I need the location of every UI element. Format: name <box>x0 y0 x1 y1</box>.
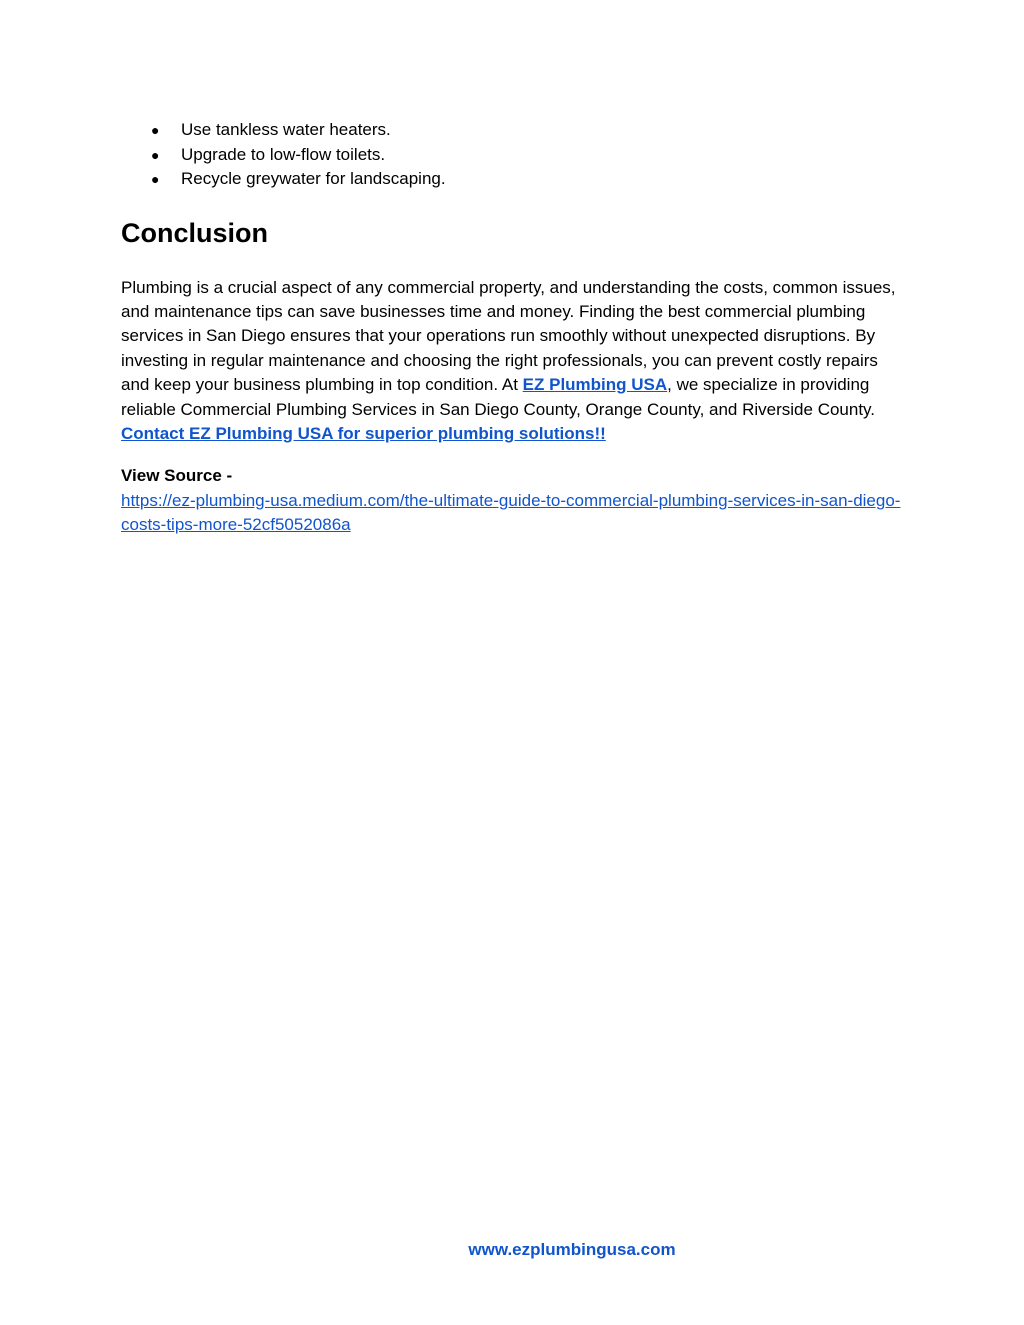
document-page <box>121 118 911 538</box>
bullet-list <box>121 118 911 192</box>
list-item <box>121 143 911 168</box>
list-item-text: Use tankless water heaters. <box>181 120 391 139</box>
list-item <box>121 118 911 143</box>
conclusion-paragraph <box>121 276 911 447</box>
conclusion-heading: Conclusion <box>121 217 268 248</box>
list-item-text: Recycle greywater for landscaping. <box>181 169 446 188</box>
bullet-icon: ● <box>151 122 160 138</box>
list-item-text: Upgrade to low-flow toilets. <box>181 144 386 164</box>
ez-plumbing-link[interactable]: EZ Plumbing USA <box>522 375 668 395</box>
bullet-icon: ● <box>151 146 160 163</box>
bullet-icon: ● <box>151 171 160 187</box>
contact-link[interactable]: Contact EZ Plumbing USA for superior plumbing solutions!! <box>121 423 606 443</box>
paragraph-text: Plumbing is a crucial aspect of any commercial property, and understanding the costs, common issues, and maintenance tips can save businesses time and money. Finding the best commercial plumbing services in San Diego ensures that your operations run smoothly without unexpected disruptions. By investing in regular maintenance and choosing the right professionals, you can prevent costly repairs and keep your business plumbing in top condition. At <box>121 277 896 395</box>
footer-website: www.ezplumbingusa.com <box>468 1240 676 1259</box>
paragraph-text: , we specialize in providing reliable Commercial Plumbing Services in San Diego County, Orange County, and Riverside County. <box>121 375 876 419</box>
list-item <box>121 167 911 192</box>
source-url-link[interactable]: https://ez-plumbing-usa.medium.com/the-ultimate-guide-to-commercial-plumbing-services-in-san-diego-costs-tips-more-52cf5052086a <box>121 490 901 535</box>
view-source-block <box>121 464 911 537</box>
view-source-label: View Source - <box>121 466 233 486</box>
